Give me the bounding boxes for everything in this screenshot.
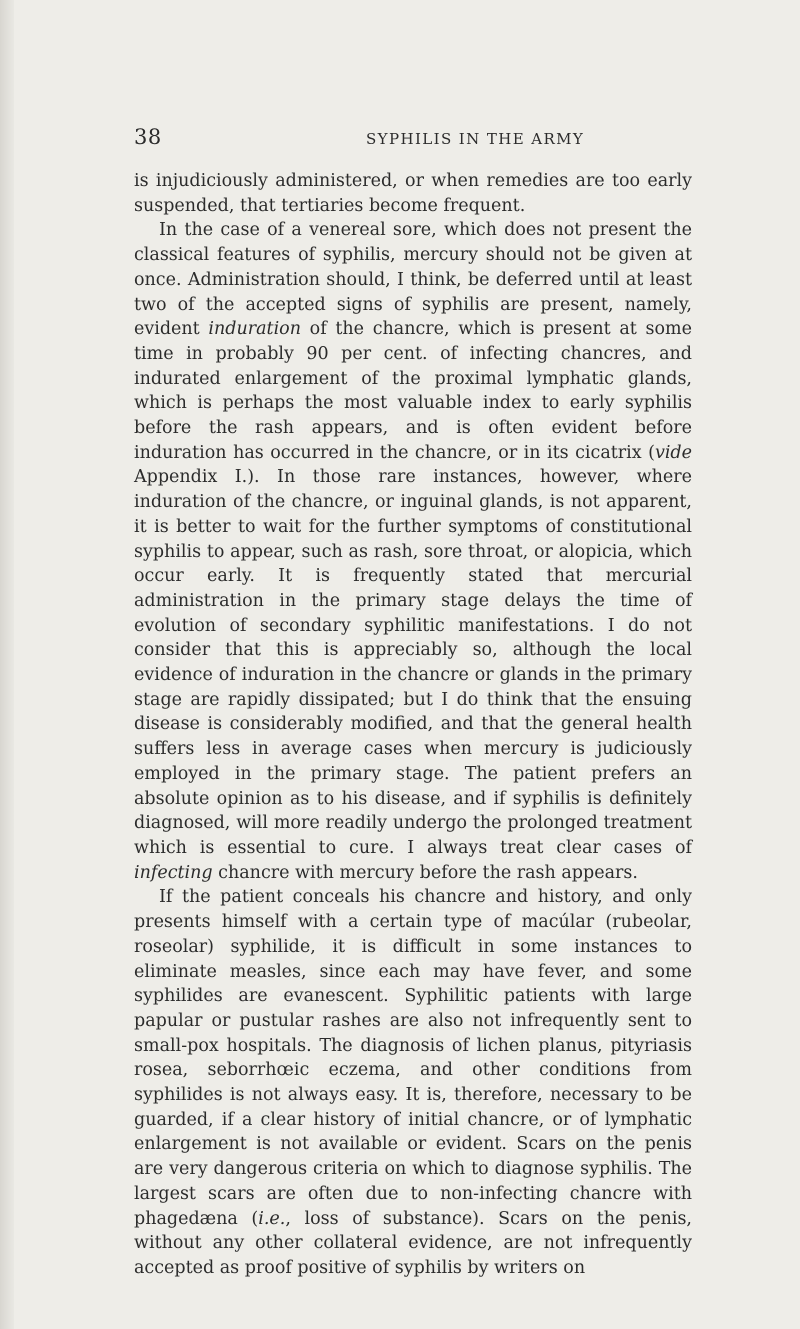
paragraph-2: [134, 218, 692, 885]
text-segment: Appendix I.). In those rare instances, however, where induration of the chancre, or inguinal glands, is not apparent, it is better to wait for the further symptoms of constitutional syphilis to appear, such as rash, sore throat, or alopicia, which occur early. It is frequently stated that mercurial administration in the primary stage delays the time of evolution of secondary syphilitic manifestations. I do not consider that this is appreciably so, although the local evidence of induration in the chancre or glands in the primary stage are rapidly dissipated; but I do think that the ensuing disease is considerably modified, and that the general health suffers less in average cases when mercury is judiciously employed in the primary stage. The patient prefers an absolute opinion as to his disease, and if syphilis is definitely diagnosed, will more readily undergo the prolonged treatment which is essential to cure. I always treat clear cases of: [134, 467, 692, 858]
italic-term: i.e.: [258, 1208, 286, 1229]
text-segment: In the case of a venereal sore, which does not present the classical features of syphilis, mercury should not be given at once. Administration should, I think, be deferred until at least two of the accepted signs of syphilis are present, namely, evident: [134, 220, 692, 340]
body-text: [134, 169, 692, 1281]
italic-term: vide: [654, 442, 692, 463]
text-segment: , loss of substance). Scars on the penis, without any other collateral evidence, are not infrequently accepted as proof positive of syphilis by writers on: [134, 1208, 692, 1278]
page-header: [0, 125, 800, 151]
page-number: 38: [134, 125, 162, 149]
text-segment: If the patient conceals his chancre and history, and only presents himself with a certain type of macúlar (rubeolar, roseolar) syphilide, it is difficult in some instances to eliminate measles, since each may have fever, and some syphilides are evanescent. Syphilitic patients with large papular or pustular rashes are also not infrequently sent to small-pox hospitals. The diagnosis of lichen planus, pityriasis rosea, seborrhœic eczema, and other conditions from syphilides is not always easy. It is, therefore, necessary to be guarded, if a clear history of initial chancre, or of lymphatic enlargement is not available or evident. Scars on the penis are very dangerous criteria on which to diagnose syphilis. The largest scars are often due to non-infecting chancre with phagedæna (: [134, 887, 692, 1229]
paragraph-3: [134, 885, 692, 1280]
text-segment: chancre with mercury before the rash appears.: [212, 862, 638, 883]
italic-term: induration: [208, 319, 301, 340]
text-segment: is injudiciously administered, or when remedies are too early suspended, that tertiaries become frequent.: [134, 171, 692, 216]
page-gutter-shadow: [0, 0, 14, 1329]
paragraph-1: [134, 169, 692, 218]
running-head: SYPHILIS IN THE ARMY: [366, 130, 585, 148]
text-segment: of the chancre, which is present at some time in probably 90 per cent. of infecting chancres, and indurated enlargement of the proximal lymphatic glands, which is perhaps the most valuable index to early syphilis before the rash appears, and is often evident before induration has occurred in the chancre, or in its cicatrix (: [134, 319, 692, 463]
italic-term: infecting: [134, 862, 213, 883]
